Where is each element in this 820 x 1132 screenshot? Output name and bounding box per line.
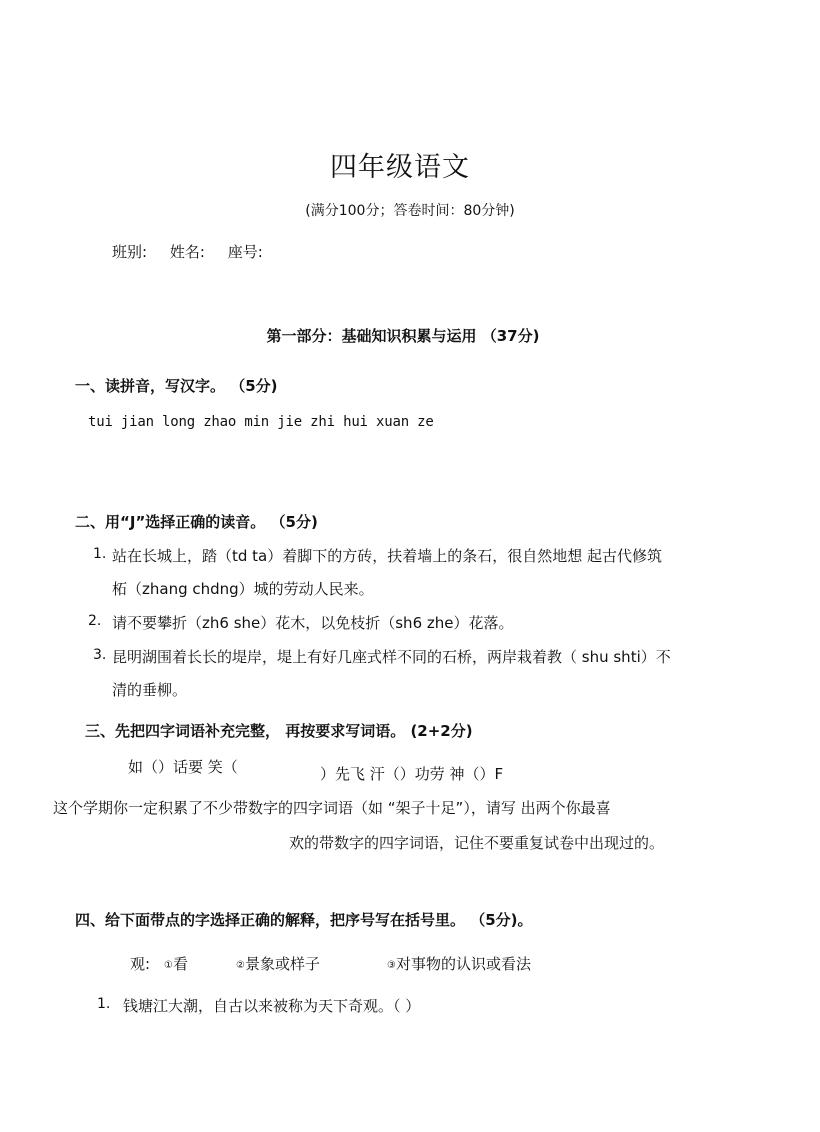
question-4-option-3 xyxy=(387,953,531,974)
circled-2-icon: ② xyxy=(236,960,245,971)
page-title: 四年级语文 xyxy=(330,152,470,183)
student-info-row xyxy=(112,241,281,262)
question-4-option-1-text: 看 xyxy=(172,955,188,973)
question-3-paragraph-line-2: 欢的带数字的四字词语，记住不要重复试卷中出现过的。 xyxy=(289,834,665,852)
question-2-item-3-line-1: 昆明湖围着长长的堤岸，堤上有好几座式样不同的石桥，两岸栽着教（ shu shti）不 xyxy=(112,648,671,666)
question-3-paragraph-line-1: 这个学期你一定积累了不少带数字的四字词语（如 “架子十足”），请写 出两个你最喜 xyxy=(53,799,611,817)
circled-3-icon: ③ xyxy=(387,960,396,971)
question-4-option-2 xyxy=(236,953,320,974)
question-3-heading: 三、先把四字词语补充完整， 再按要求写词语。 (2+2分) xyxy=(85,722,473,740)
circled-1-icon: ① xyxy=(164,960,173,971)
score-time-note: (满分100分；答卷时间：80分钟) xyxy=(305,203,515,219)
question-2-item-2-line-1: 请不要攀折（zh6 she）花木，以免枝折（sh6 zhe）花落。 xyxy=(112,614,514,632)
part-one-title: 第一部分：基础知识积累与运用 （37分) xyxy=(266,327,540,345)
question-4-char-label: 观: xyxy=(130,955,151,973)
class-label: 班别: xyxy=(112,243,148,261)
name-label: 姓名: xyxy=(169,243,205,261)
question-4-item-1-number: 1. xyxy=(97,996,111,1012)
question-4-option-1 xyxy=(164,953,188,974)
question-2-item-1-number: 1. xyxy=(93,546,107,562)
question-4-option-3-text: 对事物的认识或看法 xyxy=(395,955,531,973)
question-4-heading: 四、给下面带点的字选择正确的解释，把序号写在括号里。 （5分)。 xyxy=(75,911,533,929)
question-4-option-2-text: 景象或样子 xyxy=(244,955,320,973)
question-2-item-3-line-2: 清的垂柳。 xyxy=(112,681,188,699)
question-4-item-1-text: 钱塘江大潮，自古以来被称为天下奇观。（ ） xyxy=(123,997,421,1015)
question-3-fill-left-cut xyxy=(128,757,238,776)
question-1-heading: 一、读拼音，写汉字。 （5分) xyxy=(75,377,278,395)
question-2-item-1-line-1: 站在长城上，踏（td ta）着脚下的方砖，扶着墙上的条石，很自然地想 起古代修筑 xyxy=(112,547,663,565)
question-2-item-2-number: 2. xyxy=(88,613,102,629)
question-2-heading: 二、用“J”选择正确的读音。 （5分) xyxy=(75,513,318,531)
question-1-pinyin: tui jian long zhao min jie zhi hui xuan ze xyxy=(88,414,434,430)
question-2-item-3-number: 3. xyxy=(93,647,107,663)
question-3-fill-right: ）先飞 汗（）功劳 神（）F xyxy=(320,765,504,783)
question-3-fill-left: 如（）话要 笑（ xyxy=(128,758,238,776)
question-2-item-1-line-2: 柘（zhang chdng）城的劳动人民来。 xyxy=(112,580,374,598)
seat-label: 座号: xyxy=(227,243,263,261)
